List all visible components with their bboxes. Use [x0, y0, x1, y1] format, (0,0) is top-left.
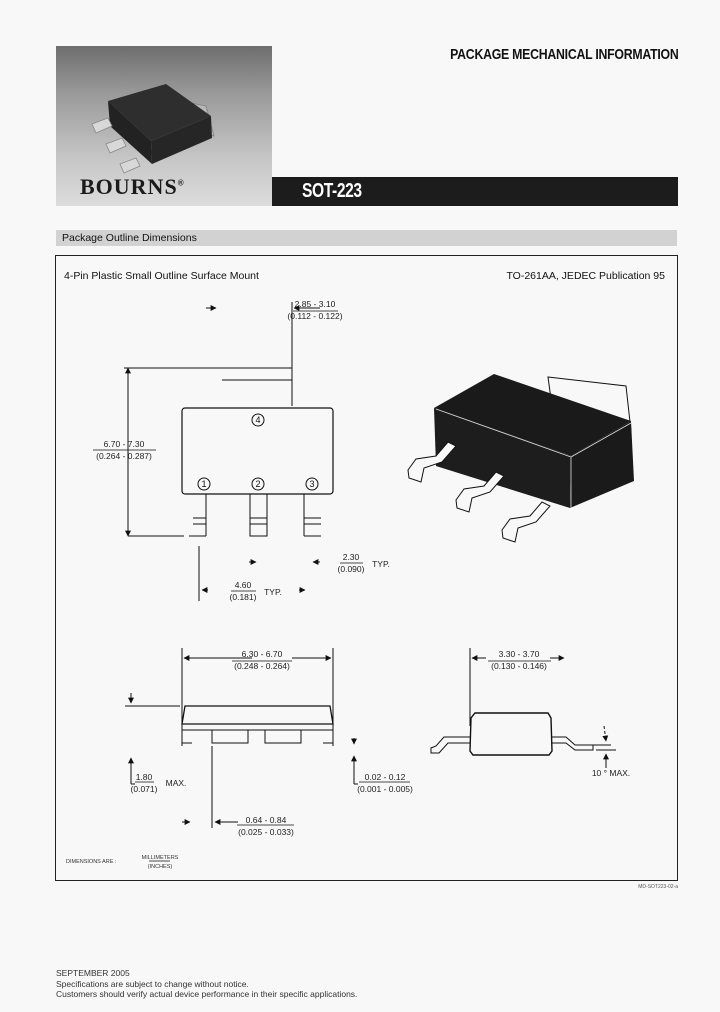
- outline-drawing-box: [55, 255, 678, 881]
- footer: [56, 968, 357, 1000]
- drawing-right-title: TO-261AA, JEDEC Publication 95: [506, 270, 665, 282]
- pin-2-label: 2: [255, 479, 261, 489]
- dim-tab-width-mm: 2.85 - 3.10: [294, 299, 336, 309]
- units-note-denominator: (INCHES): [147, 864, 173, 870]
- dim-standoff-mm: 0.02 - 0.12: [364, 772, 406, 782]
- package-title-bar: [272, 177, 678, 206]
- dim-lead-width-mm: 0.64 - 0.84: [245, 815, 287, 825]
- units-note-numerator: MILLIMETERS: [141, 855, 179, 861]
- document-number: MD-SOT223-02-a: [638, 884, 678, 890]
- footer-line-1: Specifications are subject to change without notice.: [56, 978, 249, 989]
- dim-outer-pitch-in: (0.181): [229, 592, 257, 602]
- package-name: SOT-223: [302, 180, 362, 202]
- dim-standoff-in: (0.001 - 0.005): [357, 784, 413, 794]
- dim-overall-length-in: (0.264 - 0.287): [96, 451, 152, 461]
- dim-tab-width-in: (0.112 - 0.122): [287, 311, 343, 321]
- sot223-isometric-view: [408, 374, 634, 542]
- dim-height-in: (0.071): [130, 784, 158, 794]
- dim-pin-pitch-mm: 2.30: [342, 552, 360, 562]
- dim-overall-length-mm: 6.70 - 7.30: [103, 439, 145, 449]
- dim-outer-pitch-mm: 4.60: [234, 580, 252, 590]
- units-note-label: DIMENSIONS ARE :: [66, 859, 117, 865]
- dim-height-note: MAX.: [165, 778, 187, 788]
- drawing-left-title: 4-Pin Plastic Small Outline Surface Mount: [64, 270, 259, 282]
- dim-body-length-mm: 6.30 - 6.70: [241, 649, 283, 659]
- pin-4-label: 4: [255, 415, 261, 425]
- page-title: PACKAGE MECHANICAL INFORMATION: [449, 46, 678, 63]
- dim-body-width-in: (0.130 - 0.146): [491, 661, 547, 671]
- dim-lead-angle: 10 ° MAX.: [591, 768, 631, 778]
- dim-pin-pitch-note: TYP.: [372, 559, 390, 569]
- bourns-logo: BOURNS®: [80, 174, 185, 199]
- section-header: [56, 230, 677, 246]
- mechanical-drawing: [56, 256, 676, 879]
- dim-lead-width-in: (0.025 - 0.033): [238, 827, 294, 837]
- dim-height-mm: 1.80: [135, 772, 153, 782]
- dim-body-width-mm: 3.30 - 3.70: [498, 649, 540, 659]
- dim-pin-pitch-in: (0.090): [337, 564, 365, 574]
- pin-3-label: 3: [309, 479, 315, 489]
- footer-line-2: Customers should verify actual device performance in their specific applications.: [56, 989, 358, 999]
- footer-date: SEPTEMBER 2005: [56, 968, 130, 978]
- section-title: Package Outline Dimensions: [62, 232, 197, 244]
- dim-outer-pitch-note: TYP.: [264, 587, 282, 597]
- dim-body-length-in: (0.248 - 0.264): [234, 661, 290, 671]
- pin-1-label: 1: [201, 479, 207, 489]
- product-photo: [56, 46, 272, 206]
